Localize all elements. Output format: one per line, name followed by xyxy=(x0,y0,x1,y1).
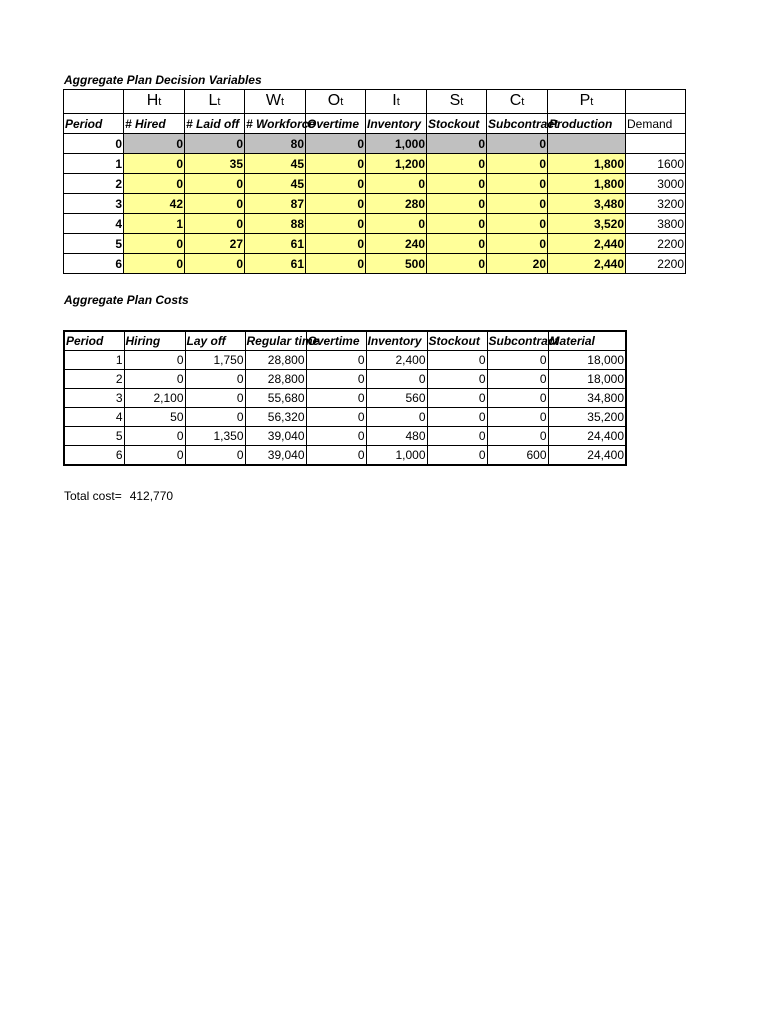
workforce-cell[interactable]: 45 xyxy=(245,154,306,174)
stockout-cost-cell: 0 xyxy=(427,446,487,466)
hiring-cost-cell: 0 xyxy=(124,446,185,466)
subcontract-cell[interactable]: 0 xyxy=(487,194,548,214)
laid-off-cell[interactable]: 0 xyxy=(185,214,245,234)
inventory-cost-cell: 560 xyxy=(366,389,427,408)
layoff-cost-cell: 0 xyxy=(185,389,245,408)
symbol-row xyxy=(64,90,686,114)
hiring-cost-cell: 0 xyxy=(124,351,185,370)
stockout-cost-cell: 0 xyxy=(427,370,487,389)
table-row xyxy=(64,389,626,408)
col-header-workforce: # Workforce xyxy=(245,114,306,134)
hiring-cost-cell: 50 xyxy=(124,408,185,427)
inventory-cell[interactable]: 240 xyxy=(366,234,427,254)
production-cell[interactable]: 2,440 xyxy=(548,234,626,254)
regular-time-cost-cell: 28,800 xyxy=(245,370,306,389)
production-cell[interactable]: 1,800 xyxy=(548,174,626,194)
overtime-cost-cell: 0 xyxy=(306,427,366,446)
stockout-cell: 0 xyxy=(427,134,487,154)
hired-cell[interactable]: 0 xyxy=(124,154,185,174)
period-cell: 4 xyxy=(64,214,124,234)
inventory-cost-cell: 480 xyxy=(366,427,427,446)
overtime-cell[interactable]: 0 xyxy=(306,194,366,214)
demand-cell: 1600 xyxy=(626,154,686,174)
subcontract-cell[interactable]: 0 xyxy=(487,214,548,234)
total-cost xyxy=(64,489,173,503)
laid-off-cell: 0 xyxy=(185,134,245,154)
laid-off-cell[interactable]: 0 xyxy=(185,254,245,274)
production-cell[interactable]: 3,520 xyxy=(548,214,626,234)
laid-off-cell[interactable]: 27 xyxy=(185,234,245,254)
hired-cell[interactable]: 1 xyxy=(124,214,185,234)
hired-cell[interactable]: 42 xyxy=(124,194,185,214)
workforce-cell[interactable]: 61 xyxy=(245,234,306,254)
layoff-cost-cell: 0 xyxy=(185,370,245,389)
stockout-cell[interactable]: 0 xyxy=(427,214,487,234)
col-header-period: Period xyxy=(64,331,124,351)
material-cost-cell: 35,200 xyxy=(548,408,626,427)
symbol-h: Ht xyxy=(124,90,185,114)
overtime-cell[interactable]: 0 xyxy=(306,234,366,254)
col-header-period: Period xyxy=(64,114,124,134)
overtime-cell[interactable]: 0 xyxy=(306,214,366,234)
subcontract-cell: 0 xyxy=(487,134,548,154)
hired-cell[interactable]: 0 xyxy=(124,234,185,254)
symbol-p: Pt xyxy=(548,90,626,114)
regular-time-cost-cell: 39,040 xyxy=(245,446,306,466)
col-header-stockout: Stockout xyxy=(427,331,487,351)
hired-cell[interactable]: 0 xyxy=(124,174,185,194)
table-row xyxy=(64,351,626,370)
symbol-i: It xyxy=(366,90,427,114)
production-cell[interactable]: 3,480 xyxy=(548,194,626,214)
subcontract-cost-cell: 0 xyxy=(487,408,548,427)
stockout-cell[interactable]: 0 xyxy=(427,234,487,254)
table-row xyxy=(64,194,686,214)
symbol-s: St xyxy=(427,90,487,114)
symbol-c: Ct xyxy=(487,90,548,114)
overtime-cost-cell: 0 xyxy=(306,351,366,370)
col-header-lay-off: Lay off xyxy=(185,331,245,351)
laid-off-cell[interactable]: 0 xyxy=(185,194,245,214)
col-header-hiring: Hiring xyxy=(124,331,185,351)
table-row xyxy=(64,370,626,389)
stockout-cell[interactable]: 0 xyxy=(427,154,487,174)
col-header-demand: Demand xyxy=(626,114,686,134)
period-cell: 6 xyxy=(64,254,124,274)
table-row xyxy=(64,408,626,427)
overtime-cell[interactable]: 0 xyxy=(306,174,366,194)
inventory-cell[interactable]: 0 xyxy=(366,214,427,234)
inventory-cell[interactable]: 500 xyxy=(366,254,427,274)
material-cost-cell: 18,000 xyxy=(548,370,626,389)
material-cost-cell: 24,400 xyxy=(548,446,626,466)
period-cell: 1 xyxy=(64,154,124,174)
stockout-cost-cell: 0 xyxy=(427,389,487,408)
decision-variables-title: Aggregate Plan Decision Variables xyxy=(64,73,262,87)
subcontract-cost-cell: 0 xyxy=(487,370,548,389)
hired-cell: 0 xyxy=(124,134,185,154)
inventory-cell[interactable]: 0 xyxy=(366,174,427,194)
demand-cell: 3000 xyxy=(626,174,686,194)
period-cell: 6 xyxy=(64,446,124,466)
regular-time-cost-cell: 28,800 xyxy=(245,351,306,370)
period-cell: 5 xyxy=(64,234,124,254)
table-row xyxy=(64,446,626,466)
period-cell: 1 xyxy=(64,351,124,370)
header-row xyxy=(64,114,686,134)
hiring-cost-cell: 0 xyxy=(124,427,185,446)
symbol-o: Ot xyxy=(306,90,366,114)
subcontract-cell[interactable]: 0 xyxy=(487,154,548,174)
workforce-cell[interactable]: 61 xyxy=(245,254,306,274)
subcontract-cost-cell: 0 xyxy=(487,427,548,446)
subcontract-cost-cell: 600 xyxy=(487,446,548,466)
col-header-material: Material xyxy=(548,331,626,351)
workforce-cell[interactable]: 88 xyxy=(245,214,306,234)
col-header-inventory: Inventory xyxy=(366,331,427,351)
material-cost-cell: 18,000 xyxy=(548,351,626,370)
total-cost-label: Total cost= xyxy=(64,489,122,503)
period-cell: 3 xyxy=(64,389,124,408)
laid-off-cell[interactable]: 0 xyxy=(185,174,245,194)
stockout-cost-cell: 0 xyxy=(427,351,487,370)
table-row xyxy=(64,154,686,174)
col-header-laid-off: # Laid off xyxy=(185,114,245,134)
inventory-cell: 1,000 xyxy=(366,134,427,154)
symbol-w: Wt xyxy=(245,90,306,114)
inventory-cost-cell: 2,400 xyxy=(366,351,427,370)
overtime-cell[interactable]: 0 xyxy=(306,254,366,274)
demand-cell: 3800 xyxy=(626,214,686,234)
header-row xyxy=(64,331,626,351)
overtime-cost-cell: 0 xyxy=(306,389,366,408)
subcontract-cost-cell: 0 xyxy=(487,389,548,408)
layoff-cost-cell: 0 xyxy=(185,408,245,427)
regular-time-cost-cell: 39,040 xyxy=(245,427,306,446)
demand-cell: 2200 xyxy=(626,254,686,274)
inventory-cost-cell: 0 xyxy=(366,408,427,427)
laid-off-cell[interactable]: 35 xyxy=(185,154,245,174)
production-cell[interactable]: 1,800 xyxy=(548,154,626,174)
overtime-cell: 0 xyxy=(306,134,366,154)
stockout-cost-cell: 0 xyxy=(427,408,487,427)
layoff-cost-cell: 1,750 xyxy=(185,351,245,370)
regular-time-cost-cell: 55,680 xyxy=(245,389,306,408)
col-header-inventory: Inventory xyxy=(366,114,427,134)
overtime-cell[interactable]: 0 xyxy=(306,154,366,174)
inventory-cell[interactable]: 1,200 xyxy=(366,154,427,174)
material-cost-cell: 34,800 xyxy=(548,389,626,408)
inventory-cost-cell: 1,000 xyxy=(366,446,427,466)
overtime-cost-cell: 0 xyxy=(306,446,366,466)
table-row xyxy=(64,254,686,274)
subcontract-cell[interactable]: 0 xyxy=(487,234,548,254)
demand-cell: 3200 xyxy=(626,194,686,214)
stockout-cell[interactable]: 0 xyxy=(427,174,487,194)
col-header-overtime: Overtime xyxy=(306,331,366,351)
table-row xyxy=(64,134,686,154)
col-header-regular-time: Regular time xyxy=(245,331,306,351)
table-row xyxy=(64,214,686,234)
col-header-subcontract: Subcontract xyxy=(487,114,548,134)
material-cost-cell: 24,400 xyxy=(548,427,626,446)
decision-variables-table xyxy=(63,89,686,274)
table-row xyxy=(64,174,686,194)
period-cell: 4 xyxy=(64,408,124,427)
workforce-cell[interactable]: 87 xyxy=(245,194,306,214)
period-cell: 5 xyxy=(64,427,124,446)
table-row xyxy=(64,427,626,446)
workforce-cell: 80 xyxy=(245,134,306,154)
col-header-overtime: Overtime xyxy=(306,114,366,134)
layoff-cost-cell: 0 xyxy=(185,446,245,466)
period-cell: 2 xyxy=(64,174,124,194)
col-header-subcontract: Subcontract xyxy=(487,331,548,351)
production-cell xyxy=(548,134,626,154)
total-cost-value: 412,770 xyxy=(129,489,174,503)
regular-time-cost-cell: 56,320 xyxy=(245,408,306,427)
stockout-cost-cell: 0 xyxy=(427,427,487,446)
inventory-cell[interactable]: 280 xyxy=(366,194,427,214)
subcontract-cell[interactable]: 20 xyxy=(487,254,548,274)
col-header-production: Production xyxy=(548,114,626,134)
stockout-cell[interactable]: 0 xyxy=(427,194,487,214)
layoff-cost-cell: 1,350 xyxy=(185,427,245,446)
subcontract-cost-cell: 0 xyxy=(487,351,548,370)
hiring-cost-cell: 0 xyxy=(124,370,185,389)
subcontract-cell[interactable]: 0 xyxy=(487,174,548,194)
costs-table xyxy=(63,330,627,466)
inventory-cost-cell: 0 xyxy=(366,370,427,389)
table-row xyxy=(64,234,686,254)
overtime-cost-cell: 0 xyxy=(306,370,366,389)
period-cell: 2 xyxy=(64,370,124,389)
costs-title: Aggregate Plan Costs xyxy=(64,293,189,307)
overtime-cost-cell: 0 xyxy=(306,408,366,427)
production-cell[interactable]: 2,440 xyxy=(548,254,626,274)
hired-cell[interactable]: 0 xyxy=(124,254,185,274)
hiring-cost-cell: 2,100 xyxy=(124,389,185,408)
col-header-stockout: Stockout xyxy=(427,114,487,134)
period-cell: 3 xyxy=(64,194,124,214)
workforce-cell[interactable]: 45 xyxy=(245,174,306,194)
period-cell: 0 xyxy=(64,134,124,154)
symbol-l: Lt xyxy=(185,90,245,114)
stockout-cell[interactable]: 0 xyxy=(427,254,487,274)
col-header-hired: # Hired xyxy=(124,114,185,134)
demand-cell: 2200 xyxy=(626,234,686,254)
demand-cell xyxy=(626,134,686,154)
